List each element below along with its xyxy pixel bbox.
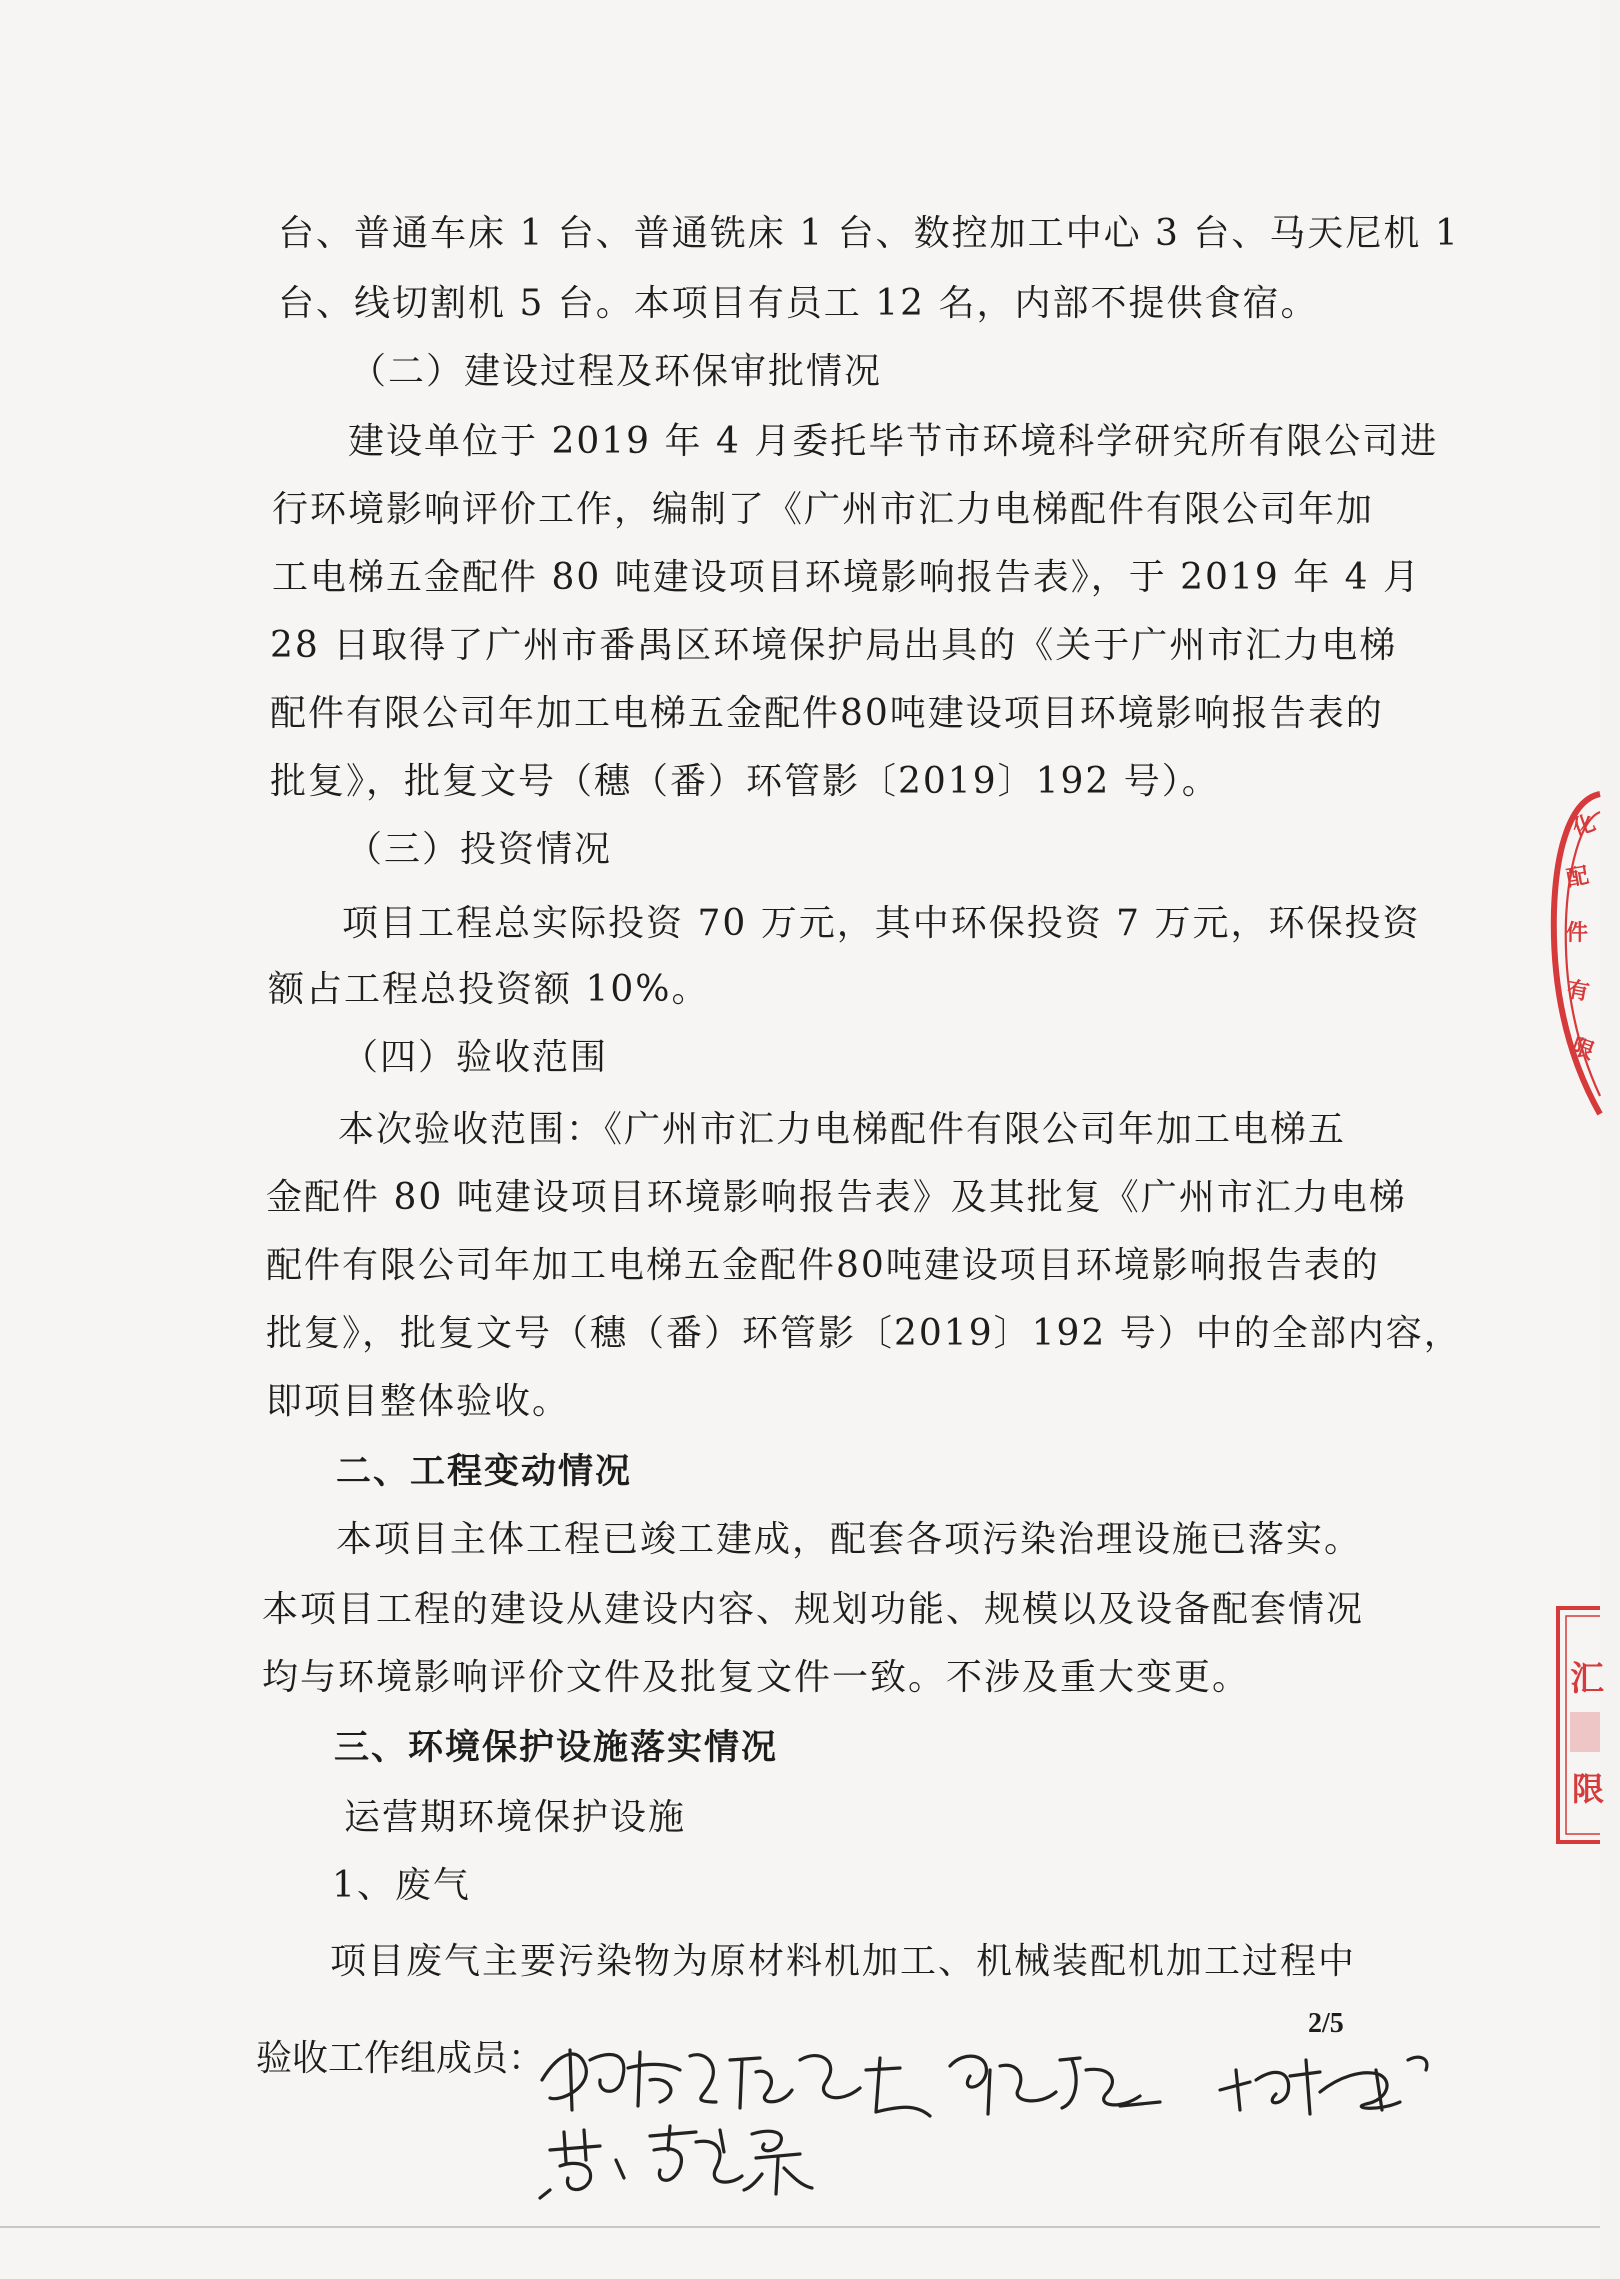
svg-text:件: 件 xyxy=(1566,921,1589,946)
section-subheading: （四）验收范围 xyxy=(342,1037,609,1078)
text-line: 批复》，批复文号（穗（番）环管影〔2019〕192 号）。 xyxy=(270,761,1220,802)
text-line: 即项目整体验收。 xyxy=(266,1381,571,1422)
text-line: 本次验收范围：《广州市汇力电梯配件有限公司年加工电梯五 xyxy=(338,1109,1347,1150)
text-line: 金配件 80 吨建设项目环境影响报告表》及其批复《广州市汇力电梯 xyxy=(266,1177,1407,1218)
text-line: 本项目主体工程已竣工建成，配套各项污染治理设施已落实。 xyxy=(336,1519,1363,1560)
svg-text:化: 化 xyxy=(1569,810,1599,842)
text-line: 本项目工程的建设从建设内容、规划功能、规模以及设备配套情况 xyxy=(262,1589,1365,1630)
text-line: 批复》，批复文号（穗（番）环管影〔2019〕192 号）中的全部内容， xyxy=(266,1313,1462,1354)
section-heading: 二、工程变动情况 xyxy=(336,1452,633,1492)
signature-label: 验收工作组成员： xyxy=(256,2038,545,2079)
svg-text:有: 有 xyxy=(1564,977,1591,1006)
text-line: 行环境影响评价工作，编制了《广州市汇力电梯配件有限公司年加 xyxy=(272,489,1375,530)
text-line: 28 日取得了广州市番禺区环境保护局出具的《关于广州市汇力电梯 xyxy=(270,625,1398,666)
text-line: 均与环境影响评价文件及批复文件一致。不涉及重大变更。 xyxy=(262,1657,1251,1698)
svg-text:汇: 汇 xyxy=(1570,1659,1604,1699)
text-line: 台、线切割机 5 台。本项目有员工 12 名，内部不提供食宿。 xyxy=(278,283,1319,324)
stamp-seal-partial-top xyxy=(1550,790,1600,1120)
text-line: 配件有限公司年加工电梯五金配件80吨建设项目环境影响报告表的 xyxy=(270,693,1384,734)
handwritten-signatures xyxy=(520,2010,1620,2200)
svg-text:配: 配 xyxy=(1564,863,1591,892)
section-subheading: （三）投资情况 xyxy=(346,829,613,870)
section-subheading: 1、废气 xyxy=(332,1865,471,1906)
text-line: 台、普通车床 1 台、普通铣床 1 台、数控加工中心 3 台、马天尼机 1 xyxy=(278,213,1460,254)
stamp-seal-partial-bottom xyxy=(1550,1600,1605,1850)
text-line: 建设单位于 2019 年 4 月委托毕节市环境科学研究所有限公司进 xyxy=(348,421,1439,462)
text-line: 额占工程总投资额 10%。 xyxy=(268,969,710,1010)
section-subheading: 运营期环境保护设施 xyxy=(344,1797,687,1838)
text-line: 项目废气主要污染物为原材料机加工、机械装配机加工过程中 xyxy=(330,1941,1357,1982)
text-line: 项目工程总实际投资 70 万元，其中环保投资 7 万元，环保投资 xyxy=(342,903,1421,944)
text-line: 工电梯五金配件 80 吨建设项目环境影响报告表》，于 2019 年 4 月 xyxy=(272,557,1421,598)
svg-text:限: 限 xyxy=(1572,1770,1605,1808)
section-heading: 三、环境保护设施落实情况 xyxy=(334,1728,779,1768)
page-number: 2/5 xyxy=(1308,2008,1344,2039)
page-bottom-edge xyxy=(0,2226,1600,2228)
text-line: 配件有限公司年加工电梯五金配件80吨建设项目环境影响报告表的 xyxy=(266,1245,1380,1286)
section-subheading: （二）建设过程及环保审批情况 xyxy=(350,351,883,392)
svg-text:限: 限 xyxy=(1567,1034,1598,1066)
